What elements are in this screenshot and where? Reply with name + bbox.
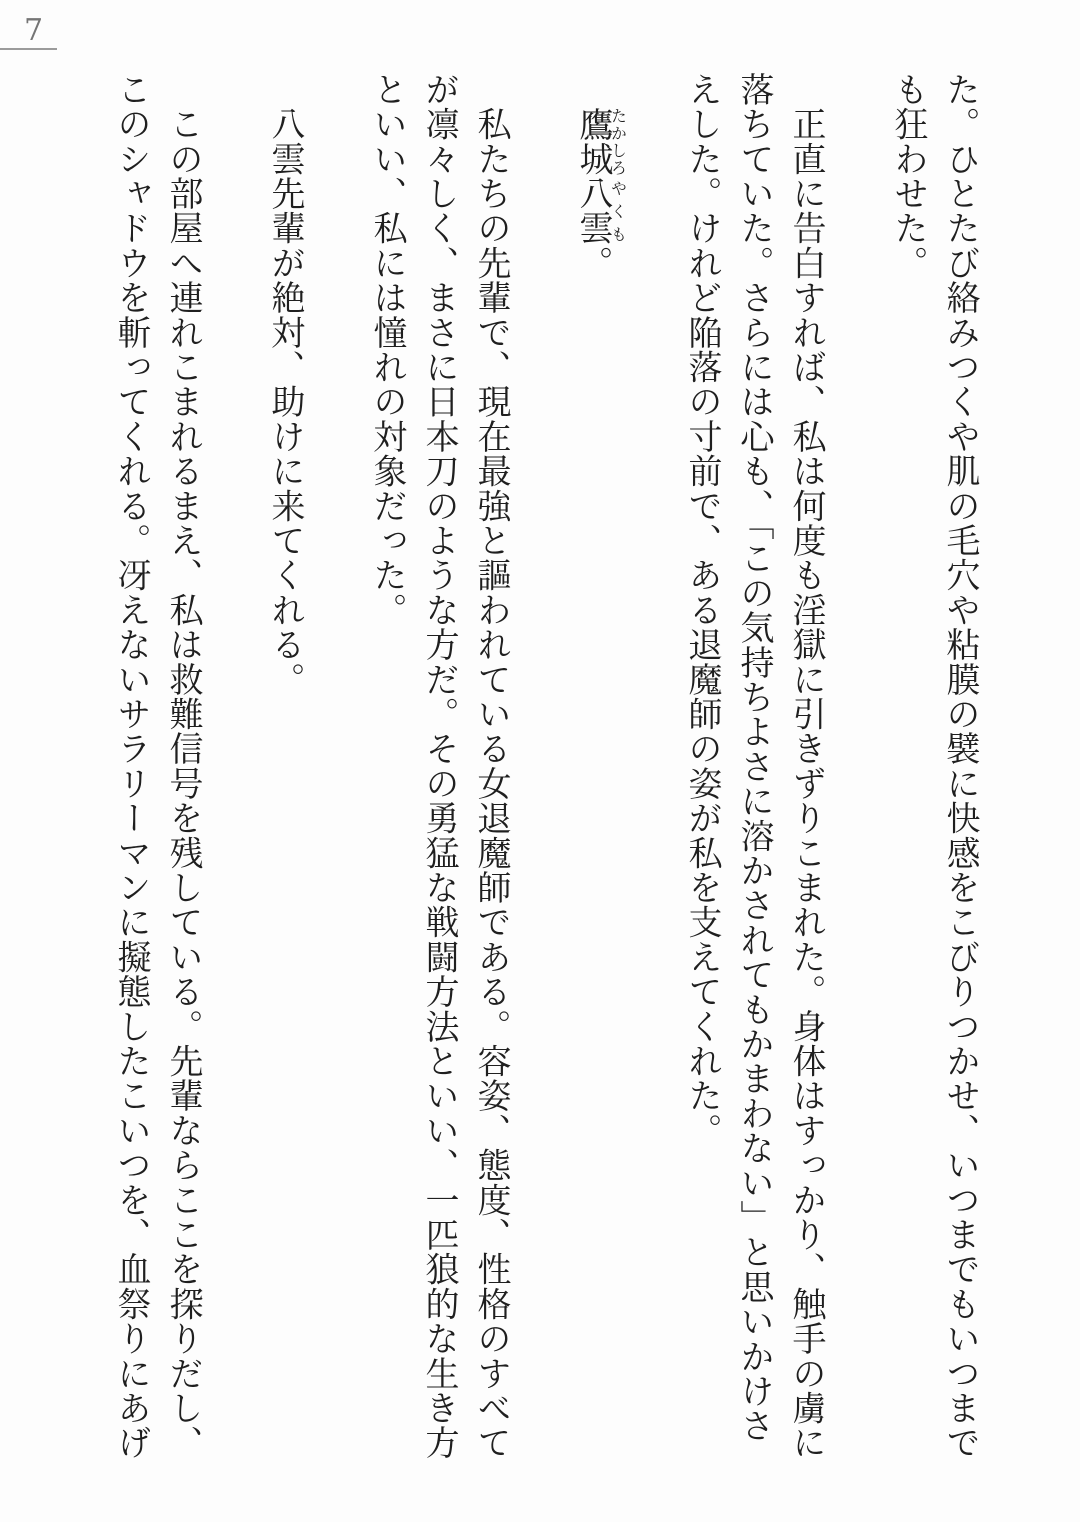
page-number-rule: [0, 48, 57, 50]
text-column: 正直に告白すれば、私は何度も淫獄に引きずりこまれた。身体はすっかり、触手の虜に: [786, 72, 826, 1460]
text-column: た。ひとたび絡みつくや肌の毛穴や粘膜の襞に快感をこびりつかせ、いつまでもいつまで: [940, 72, 980, 1460]
text-column: このシャドウを斬ってくれる。冴えないサラリーマンに擬態したこいつを、血祭りにあげ: [111, 72, 151, 1460]
text-column: 八雲先輩が絶対、助けに来てくれる。: [265, 72, 305, 697]
text-column: 私たちの先輩で、現在最強と謳われている女退魔師である。容姿、態度、性格のすべて: [471, 72, 511, 1460]
paragraph: [259, 72, 311, 1464]
text-column: この部屋へ連れこまれるまえ、私は救難信号を残している。先輩ならここを探りだし、: [163, 72, 203, 1460]
text-body: [105, 72, 986, 1464]
ruby-annotated-name: 八雲やくも: [573, 176, 628, 246]
paragraph: [361, 72, 517, 1464]
ruby-annotated-name: 鷹城たかしろ: [573, 106, 628, 177]
paragraph: [882, 72, 986, 1464]
text-column: が凛々しく、まさに日本刀のような方だ。その勇猛な戦闘方法といい、一匹狼的な生き方: [419, 72, 459, 1460]
paragraph: [105, 72, 209, 1464]
text-column: えした。けれど陥落の寸前で、ある退魔師の姿が私を支えてくれた。: [682, 72, 722, 1148]
text-column: といい、私には憧れの対象だった。: [367, 72, 407, 628]
character-name-column: 鷹城たかしろ八雲やくも。: [573, 106, 628, 281]
paragraph: [676, 72, 832, 1464]
text-column: 落ちていた。さらには心も、「この気持ちよさに溶かされてもかまわない」と思いかけさ: [734, 72, 774, 1443]
page-number: 7: [24, 13, 44, 48]
paragraph: [567, 72, 626, 1464]
text-column: も狂わせた。: [888, 72, 928, 281]
